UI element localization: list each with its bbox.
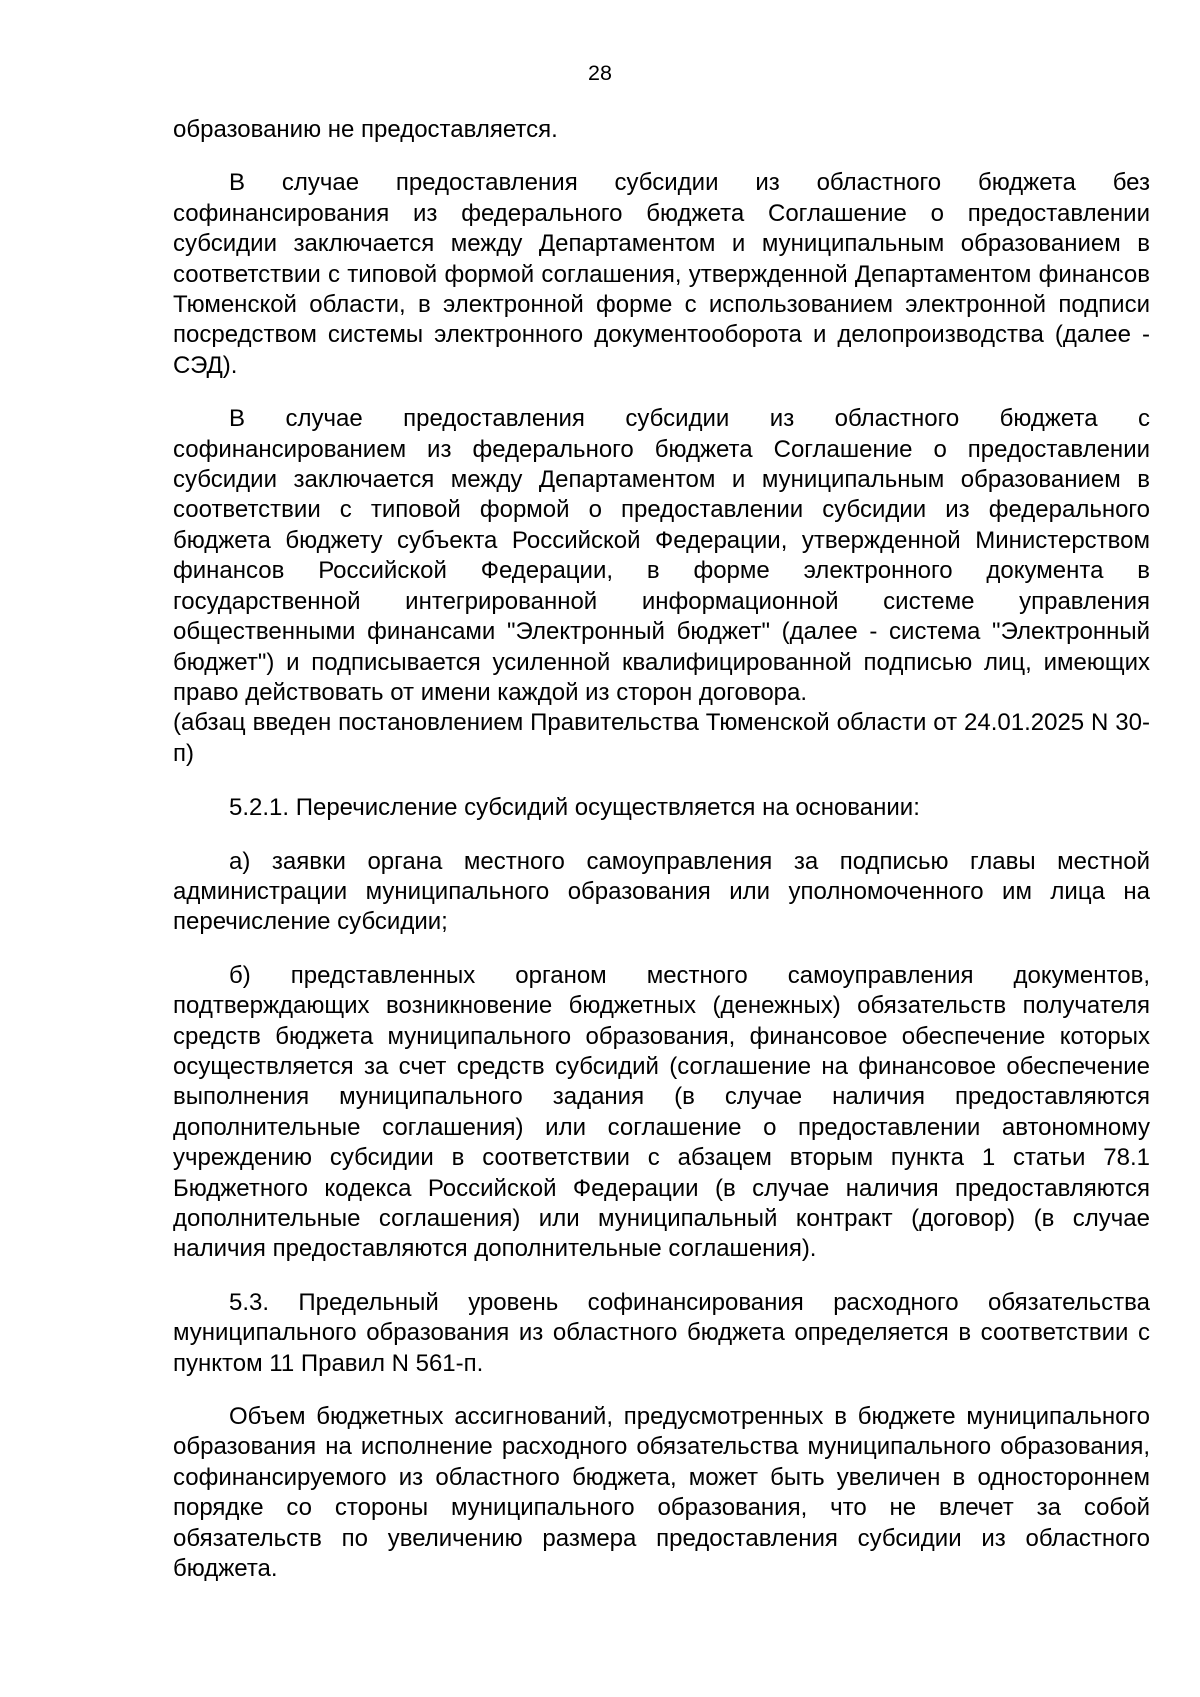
page-number: 28: [588, 61, 612, 85]
document-body: [173, 115, 1150, 1607]
paragraph-item-b: б) представленных органом местного самоуправления документов, подтверждающих возникновение бюджетных (денежных) обязательств получателя средств бюджета муниципального образования, финансовое обеспечение которых осуществляется за счет средств субсидий (соглашение на финансовое обеспечение выполнения муниципального задания (в случае наличия предоставляются дополнительные соглашения) или соглашение о предоставлении автономному учреждению субсидии в соответствии с абзацем вторым пункта 1 статьи 78.1 Бюджетного кодекса Российской Федерации (в случае наличия предоставляются дополнительные соглашения) или муниципальный контракт (договор) (в случае наличия предоставляются дополнительные соглашения).: [173, 961, 1150, 1263]
paragraph-agreement-with-federal: В случае предоставления субсидии из областного бюджета с софинансированием из федерального бюджета Соглашение о предоставлении субсидии заключается между Департаментом и муниципальным образованием в соответствии с типовой формой о предоставлении субсидии из федерального бюджета бюджету субъекта Российской Федерации, утвержденной Министерством финансов Российской Федерации, в форме электронного документа в государственной интегрированной информационной системе управления общественными финансами "Электронный бюджет" (далее - система "Электронный бюджет") и подписывается усиленной квалифицированной подписью лиц, имеющих право действовать от имени каждой из сторон договора.: [173, 405, 1150, 706]
paragraph-budget-allocations: Объем бюджетных ассигнований, предусмотренных в бюджете муниципального образования на исполнение расходного обязательства муниципального образования, софинансируемого из областного бюджета, может быть увеличен в одностороннем порядке со стороны муниципального образования, что не влечет за собой обязательств по увеличению размера предоставления субсидии из областного бюджета.: [173, 1403, 1150, 1583]
paragraph-5-3: 5.3. Предельный уровень софинансирования расходного обязательства муниципального образования из областного бюджета определяется в соответствии с пунктом 11 Правил N 561-п.: [173, 1288, 1150, 1377]
paragraph-5-2-1: 5.2.1. Перечисление субсидий осуществляется на основании:: [229, 794, 920, 822]
paragraph-item-a: а) заявки органа местного самоуправления за подписью главы местной администрации муниципального образования или уполномоченного им лица на перечисление субсидии;: [173, 847, 1150, 936]
amendment-note: (абзац введен постановлением Правительства Тюменской области от 24.01.2025 N 30-п): [173, 709, 1150, 767]
paragraph-agreement-without-federal: В случае предоставления субсидии из областного бюджета без софинансирования из федерального бюджета Соглашение о предоставлении субсидии заключается между Департаментом и муниципальным образованием в соответствии с типовой формой соглашения, утвержденной Департаментом финансов Тюменской области, в электронной форме с использованием электронной подписи посредством системы электронного документооборота и делопроизводства (далее - СЭД).: [173, 169, 1150, 379]
paragraph-continuation: образованию не предоставляется.: [173, 116, 558, 143]
